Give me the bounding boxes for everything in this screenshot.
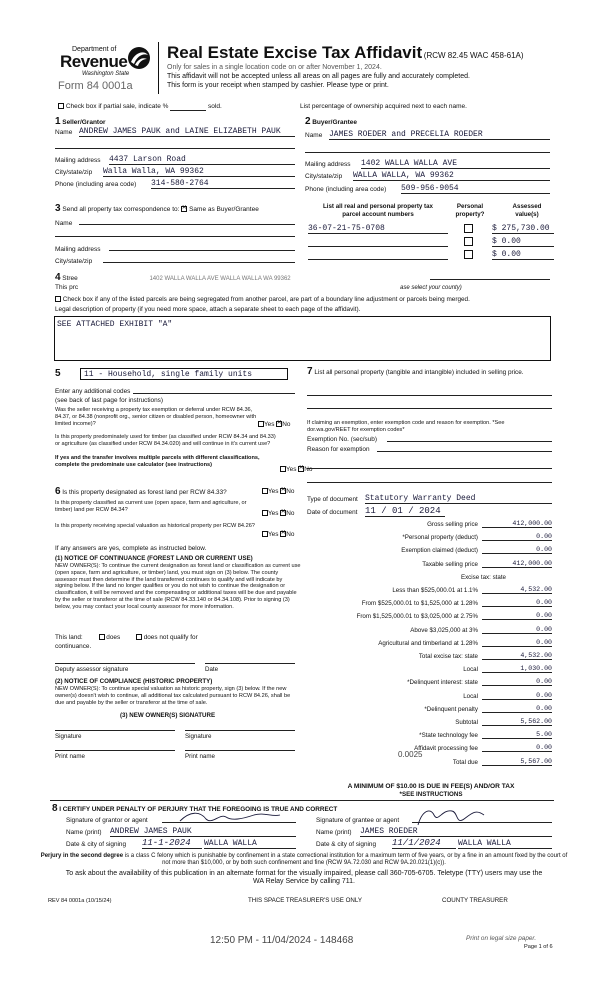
partial-sale-row: Check box if partial sale, indicate % sold. bbox=[58, 103, 222, 111]
tax-row-label: Local bbox=[463, 692, 478, 700]
same-as-buyer-checkbox[interactable] bbox=[181, 206, 187, 212]
grantor-name-field[interactable]: ANDREW JAMES PAUK bbox=[110, 827, 296, 837]
corr-name-row: Name bbox=[55, 220, 295, 227]
grantee-city-field[interactable]: WALLA WALLA bbox=[458, 839, 552, 849]
deputy-date-label: Date bbox=[205, 666, 219, 673]
sec8-top-rule bbox=[50, 800, 554, 801]
doc-date-row: Date of document 11 / 01 / 2024 bbox=[307, 509, 552, 516]
grantor-signature-mark bbox=[176, 809, 286, 825]
deputy-sig-label: Deputy assessor signature bbox=[55, 666, 129, 673]
county-hint: ase select your county) bbox=[400, 285, 462, 291]
notice-continuance-body: NEW OWNER(S): To continue the current designation as forest land or classification as current use (open space, farm and agriculture, or timber) land, you must sign on (3) below. The county assessor must then determine if the land transferred continues to qualify and will indicate by signing below. If the land no longer qualifies or you do not wish to continue the designation or classification, it will be removed and the compensating or additional taxes will be due and payable by the seller or transferor at the time of sale (RCW 84.33.140 or 84.34.108). Prior to signing (3) below, you may contact your local county assessor for more information. bbox=[55, 563, 301, 610]
legal-desc-label: Legal description of property (if you need more space, attach a separate sheet to each page of the affidavit). bbox=[55, 306, 361, 313]
parcel-number-field[interactable] bbox=[308, 237, 448, 247]
tax-row-value[interactable]: 0.00 bbox=[482, 612, 552, 620]
buyer-name-line2 bbox=[305, 152, 550, 153]
land-use-code: 11 - Household, single family units bbox=[84, 370, 253, 379]
new-owner-sig-head: (3) NEW OWNER(S) SIGNATURE bbox=[120, 712, 216, 719]
buyer-city-field[interactable]: WALLA WALLA, WA 99362 bbox=[353, 171, 550, 181]
tax-row bbox=[308, 693, 554, 703]
tax-row bbox=[308, 706, 554, 716]
timber-no-checkbox[interactable] bbox=[298, 466, 304, 472]
seller-name-field[interactable]: ANDREW JAMES PAUK and LAINE ELIZABETH PAUK bbox=[79, 127, 295, 137]
seller-name-row: Name ANDREW JAMES PAUK and LAINE ELIZABETH PAUK bbox=[55, 129, 295, 136]
historic-yes-no: Yes ✕ No bbox=[262, 531, 294, 538]
personal-property-checkbox[interactable] bbox=[464, 224, 473, 233]
tax-row-value[interactable]: 412,000.00 bbox=[482, 560, 552, 568]
seller-name-line2 bbox=[55, 148, 295, 149]
land-does-not-checkbox[interactable] bbox=[136, 634, 142, 640]
owner-print-label-1: Print name bbox=[55, 753, 85, 760]
page-title: Real Estate Excise Tax Affidavit (RCW 82.45 WAC 458-61A) bbox=[167, 43, 524, 62]
reason-field[interactable] bbox=[377, 451, 552, 452]
form-number: Form 84 0001a bbox=[58, 80, 133, 92]
dept-of: Department of bbox=[72, 46, 117, 53]
tax-row bbox=[308, 732, 554, 742]
street-row: 4 Stree 1402 WALLA WALLA AVE WALLA WALLA WA 99362 bbox=[55, 272, 291, 283]
exemption-instruction: If claiming an exemption, enter exemption code and reason for exemption. *See dor.wa.gov/REET for exemption codes* bbox=[307, 420, 505, 433]
tax-row-label: Excise tax: state bbox=[460, 573, 506, 581]
assessed-value-field[interactable]: $ 0.00 bbox=[492, 237, 554, 247]
tax-row-value[interactable]: 0.00 bbox=[482, 599, 552, 607]
tax-row-label: From $1,525,000.01 to $3,025,000 at 2.75% bbox=[356, 613, 478, 621]
owner-sig-label-2: Signature bbox=[185, 733, 212, 740]
subtitle-3: This form is your receipt when stamped by cashier. Please type or print. bbox=[167, 82, 389, 89]
tax-row-label: From $525,000.01 to $1,525,000 at 1.28% bbox=[361, 600, 478, 608]
tax-row-value[interactable]: 5,567.00 bbox=[482, 758, 552, 766]
current-use-no-checkbox[interactable] bbox=[280, 510, 286, 516]
tax-row-label: Affidavit processing fee bbox=[414, 745, 478, 753]
tax-row bbox=[308, 547, 554, 557]
additional-codes-field[interactable] bbox=[133, 393, 295, 394]
buyer-city-row: City/state/zip WALLA WALLA, WA 99362 bbox=[305, 173, 550, 180]
see-instructions: *SEE INSTRUCTIONS bbox=[399, 791, 463, 798]
grantee-name-row: Name (print) JAMES ROEDER bbox=[316, 829, 552, 836]
personal-property-line-2[interactable] bbox=[307, 408, 552, 409]
tax-row-value[interactable]: 412,000.00 bbox=[482, 520, 552, 528]
legal-description-text: SEE ATTACHED EXHIBIT "A" bbox=[57, 320, 173, 329]
page-number: Page 1 of 6 bbox=[524, 944, 553, 950]
tax-row-value[interactable]: 0.00 bbox=[482, 705, 552, 713]
tax-row bbox=[308, 759, 554, 769]
dor-logo bbox=[60, 42, 156, 102]
minimum-note: A MINIMUM OF $10.00 IS DUE IN FEE(S) AND/OR TAX bbox=[347, 783, 515, 790]
tax-row-value[interactable]: 4,532.00 bbox=[482, 652, 552, 660]
grantee-date-row: Date & city of signing 11/1/2024 WALLA WALLA bbox=[316, 841, 552, 848]
grantor-name-row: Name (print) ANDREW JAMES PAUK bbox=[66, 829, 296, 836]
grantor-city-field[interactable]: WALLA WALLA bbox=[204, 839, 296, 849]
parcel-number-field[interactable] bbox=[308, 250, 448, 260]
tax-row-value[interactable]: 5,562.00 bbox=[482, 718, 552, 726]
treasurer-use-label: THIS SPACE TREASURER'S USE ONLY bbox=[248, 897, 362, 904]
current-use-question: Is this property classified as current use (open space, farm and agriculture, or timber) land per RCW 84.34? bbox=[55, 500, 247, 513]
corr-address-field[interactable] bbox=[109, 250, 295, 251]
cashier-stamp: 12:50 PM - 11/04/2024 - 148468 bbox=[210, 935, 354, 946]
parcel-col-head: List all real and personal property tax parcel account numbers bbox=[322, 203, 434, 218]
grantor-date-field[interactable]: 11-1-2024 bbox=[142, 838, 202, 849]
tax-row-value[interactable]: 1,030.00 bbox=[482, 665, 552, 673]
legal-description-box[interactable] bbox=[54, 316, 551, 361]
tax-row-label: *Personal property (deduct) bbox=[402, 534, 478, 542]
this-land-row: This land: does does not qualify for bbox=[55, 634, 198, 641]
add-codes-hint: (see back of last page for instructions) bbox=[55, 397, 163, 404]
tax-row bbox=[308, 627, 554, 637]
exemption-question: Was the seller receiving a property tax exemption or deferral under RCW 84.36, 84.37, or 84.38 (nonprofit org., senior citizen or disabled person, homeowner with limited income)? bbox=[55, 407, 257, 427]
notice-continuance-head: (1) NOTICE OF CONTINUANCE (FOREST LAND OR CURRENT USE) bbox=[55, 555, 253, 562]
tax-row-value[interactable]: 0.00 bbox=[482, 744, 552, 752]
grantee-sig-row: Signature of grantee or agent bbox=[316, 817, 552, 824]
personal-col-head: Personal property? bbox=[455, 203, 485, 218]
tax-row-label: Local bbox=[463, 666, 478, 674]
county-treasurer-label: COUNTY TREASURER bbox=[442, 897, 508, 904]
tax-row-label: Above $3,025,000 at 3% bbox=[410, 626, 478, 634]
buyer-address-field[interactable]: 1402 WALLA WALLA AVE bbox=[361, 159, 550, 169]
parcel-number-field[interactable]: 36-07-21-75-0708 bbox=[308, 224, 448, 234]
dor-swoosh-icon bbox=[126, 46, 152, 70]
corr-city-row: City/state/zip bbox=[55, 258, 295, 265]
tax-row-value[interactable]: 0.00 bbox=[482, 692, 552, 700]
tax-row bbox=[308, 561, 554, 571]
tax-row-label: Total due bbox=[452, 758, 478, 766]
tax-row bbox=[308, 521, 554, 531]
grantee-date-field[interactable]: 11/1/2024 bbox=[392, 838, 456, 849]
corr-name-field[interactable] bbox=[79, 224, 295, 225]
tax-row bbox=[308, 679, 554, 689]
seller-city-field[interactable]: Walla Walla, WA 99362 bbox=[103, 167, 295, 177]
buyer-phone-field[interactable]: 509-956-9054 bbox=[401, 184, 550, 194]
exemption-no-checkbox[interactable] bbox=[276, 421, 282, 427]
header-divider bbox=[158, 42, 159, 94]
corr-name-line2 bbox=[55, 236, 295, 237]
tax-row-label: *State technology fee bbox=[419, 732, 478, 740]
doc-type-row: Type of document Statutory Warranty Deed bbox=[307, 496, 552, 503]
tax-row bbox=[308, 613, 554, 623]
grantee-name-field[interactable]: JAMES ROEDER bbox=[360, 827, 552, 837]
forest-yes-no: Yes ✕ No bbox=[262, 488, 294, 495]
buyer-name-field[interactable]: JAMES ROEDER and PRECELIA ROEDER bbox=[329, 130, 550, 140]
owner-print-label-2: Print name bbox=[185, 753, 215, 760]
partial-percent-field[interactable] bbox=[170, 103, 206, 111]
notice-compliance-head: (2) NOTICE OF COMPLIANCE (HISTORIC PROPERTY) bbox=[55, 678, 213, 685]
segregated-row: Check box if any of the listed parcels are being segregated from another parcel, are part of a boundary line adjustment or parcels being merged. bbox=[55, 296, 470, 303]
tax-row-label: *Delinquent interest: state bbox=[407, 679, 478, 687]
parcel-row bbox=[308, 237, 554, 248]
tax-row-value[interactable]: 4,532.00 bbox=[482, 586, 552, 594]
continuance-word: continuance. bbox=[55, 643, 92, 650]
notice-compliance-body: NEW OWNER(S): To continue special valuation as historic property, sign (3) below. If the new owner(s) doesn't wish to continue, all additional tax calculated pursuant to RCW 84.26, shall be due and payable by the seller or transferor at the time of sale. bbox=[55, 686, 291, 706]
tax-row bbox=[308, 600, 554, 610]
sec5-num: 5 bbox=[55, 368, 61, 379]
owner-sig-line-2[interactable] bbox=[185, 730, 295, 731]
tax-row-value[interactable]: 0.00 bbox=[482, 626, 552, 634]
deputy-date-line[interactable] bbox=[205, 663, 295, 664]
correspondence-row: 3 Send all property tax correspondence to: ✕ Same as Buyer/Grantee bbox=[55, 203, 259, 214]
parcel-row bbox=[308, 250, 554, 261]
corr-addr-row: Mailing address bbox=[55, 246, 295, 253]
forest-no-checkbox[interactable] bbox=[280, 488, 286, 494]
legal-size-note: Print on legal size paper. bbox=[466, 935, 537, 942]
document-date-field[interactable]: 11 / 01 / 2024 bbox=[365, 506, 445, 517]
tax-row-value[interactable]: 0.00 bbox=[482, 639, 552, 647]
deputy-sig-line[interactable] bbox=[55, 663, 195, 664]
seller-city-row: City/state/zip Walla Walla, WA 99362 bbox=[55, 169, 295, 176]
tax-row-value[interactable]: 0.00 bbox=[482, 533, 552, 541]
partial-sale-checkbox[interactable] bbox=[58, 103, 64, 109]
tax-row bbox=[308, 719, 554, 729]
timber-question-b: If yes and the transfer involves multiple parcels with different classifications, complete the predominate use calculator (see instructions) bbox=[55, 455, 260, 468]
exemption-yes-no: Yes ✕ No bbox=[258, 421, 290, 428]
street-address-field[interactable]: 1402 WALLA WALLA AVE WALLA WALLA WA 99362 bbox=[149, 276, 291, 282]
subtitle-1: Only for sales in a single location code on or after November 1, 2024. bbox=[167, 64, 382, 71]
reason-row: Reason for exemption bbox=[307, 446, 552, 453]
perjury-notice: Perjury in the second degree is a class C felony which is punishable by confinement in a state correctional institution for a maximum term of five years, or by a fine in an amount fixed by the court of not more than $10,000, or by both such confinement and fine (RCW 9A.72.030 and RCW 9A.20.021(1)(c)). bbox=[40, 853, 568, 866]
corr-city-field[interactable] bbox=[103, 262, 295, 263]
tax-row bbox=[308, 534, 554, 544]
seller-addr-row: Mailing address 4437 Larson Road bbox=[55, 157, 295, 164]
assessed-value-field[interactable]: $ 0.00 bbox=[492, 250, 554, 260]
tax-row bbox=[308, 587, 554, 597]
personal-property-row: 7 List all personal property (tangible and intangible) included in selling price. bbox=[307, 366, 524, 377]
personal-property-checkbox[interactable] bbox=[464, 250, 473, 259]
personal-property-line-1[interactable] bbox=[307, 395, 552, 396]
alt-format-notice: To ask about the availability of this publication in an alternate format for the visually impaired, please call 360-705-6705. Teletype (TTY) users may use the WA Relay Service by calling 711. bbox=[65, 870, 543, 885]
tax-row-label: Gross selling price bbox=[427, 521, 478, 528]
current-use-yes-no: Yes ✕ No bbox=[262, 510, 294, 517]
tax-row-label: Subtotal bbox=[455, 719, 478, 726]
buyer-phone-row: Phone (including area code) 509-956-9054 bbox=[305, 186, 550, 193]
reason-line-2[interactable] bbox=[307, 468, 552, 469]
segregated-checkbox[interactable] bbox=[55, 296, 61, 302]
tax-row-label: *Delinquent penalty bbox=[424, 705, 478, 713]
forest-question-row: 6 Is this property designated as forest land per RCW 84.33? bbox=[55, 486, 227, 497]
personal-property-checkbox[interactable] bbox=[464, 237, 473, 246]
buyer-heading: 2 Buyer/Grantee bbox=[305, 116, 358, 127]
revision-label: REV 84 0001a (10/15/24) bbox=[48, 898, 112, 904]
land-does-checkbox[interactable] bbox=[99, 634, 105, 640]
certify-heading: 8 I CERTIFY UNDER PENALTY OF PERJURY THAT THE FOREGOING IS TRUE AND CORRECT bbox=[52, 803, 338, 814]
seller-address-field[interactable]: 4437 Larson Road bbox=[109, 155, 295, 165]
tax-row bbox=[308, 653, 554, 663]
owner-sig-label-1: Signature bbox=[55, 733, 82, 740]
historic-question: Is this property receiving special valuation as historical property per RCW 84.26? bbox=[55, 523, 255, 529]
tax-row-value[interactable]: 5.00 bbox=[482, 731, 552, 739]
tax-row-label: Exemption claimed (deduct) bbox=[401, 547, 478, 555]
add-codes-row: Enter any additional codes bbox=[55, 388, 295, 395]
tax-row-label: Total excise tax: state bbox=[418, 653, 478, 660]
tax-row bbox=[308, 574, 554, 584]
grantor-date-row: Date & city of signing 11-1-2024 WALLA WALLA bbox=[66, 841, 296, 848]
tax-row-value[interactable]: 0.00 bbox=[482, 546, 552, 554]
seller-phone-field[interactable]: 314-580-2764 bbox=[151, 179, 295, 189]
grantor-sig-row: Signature of grantor or agent bbox=[66, 817, 296, 824]
exemption-number-field[interactable] bbox=[387, 441, 552, 442]
street-extra-line bbox=[430, 279, 550, 280]
subtitle-2: This affidavit will not be accepted unless all areas on all pages are fully and accurately completed. bbox=[167, 73, 470, 80]
tax-row-label: Taxable selling price bbox=[422, 560, 478, 568]
tax-row bbox=[308, 745, 554, 755]
timber-question: Is this property predominately used for timber (as classified under RCW 84.34 and 84.33) or agriculture (as classified under RCW 84.34.020) and will continue in it's current use? bbox=[55, 434, 276, 447]
buyer-addr-row: Mailing address 1402 WALLA WALLA AVE bbox=[305, 161, 550, 168]
timber-yes-no: Yes ✕ No bbox=[280, 466, 312, 473]
tax-row-label: Less than $525,000.01 at 1.1% bbox=[392, 587, 478, 594]
seller-phone-row: Phone (including area code) 314-580-2764 bbox=[55, 181, 295, 188]
buyer-name-row: Name JAMES ROEDER and PRECELIA ROEDER bbox=[305, 132, 550, 139]
assessed-col-head: Assessed value(s) bbox=[512, 203, 542, 218]
ownership-note: List percentage of ownership acquired next to each name. bbox=[300, 103, 467, 110]
if-yes-instructions: If any answers are yes, complete as instructed below. bbox=[55, 545, 207, 552]
tax-row-label: Agricultural and timberland at 1.28% bbox=[378, 639, 478, 647]
historic-no-checkbox[interactable] bbox=[280, 531, 286, 537]
parcel-row bbox=[308, 224, 554, 235]
reason-line-3[interactable] bbox=[307, 482, 552, 483]
owner-print-line-2[interactable] bbox=[185, 750, 295, 751]
tax-row bbox=[308, 640, 554, 650]
washington-state: Washington State bbox=[82, 71, 130, 77]
tax-row bbox=[308, 666, 554, 676]
revenue-wordmark: Revenue bbox=[60, 52, 128, 71]
exemption-no-row: Exemption No. (sec/sub) bbox=[307, 436, 552, 443]
local-rate: 0.0025 bbox=[398, 750, 423, 759]
this-prc-label: This prc bbox=[55, 284, 79, 291]
land-use-code-box[interactable] bbox=[80, 368, 288, 380]
document-type-field[interactable]: Statutory Warranty Deed bbox=[365, 494, 552, 504]
grantee-signature-mark bbox=[412, 805, 512, 829]
owner-sig-line-1[interactable] bbox=[55, 730, 175, 731]
tax-row-value[interactable]: 0.00 bbox=[482, 678, 552, 686]
owner-print-line-1[interactable] bbox=[55, 750, 175, 751]
assessed-value-field[interactable]: $ 275,730.00 bbox=[492, 224, 554, 234]
seller-heading: 1 Seller/Grantor bbox=[55, 116, 106, 127]
